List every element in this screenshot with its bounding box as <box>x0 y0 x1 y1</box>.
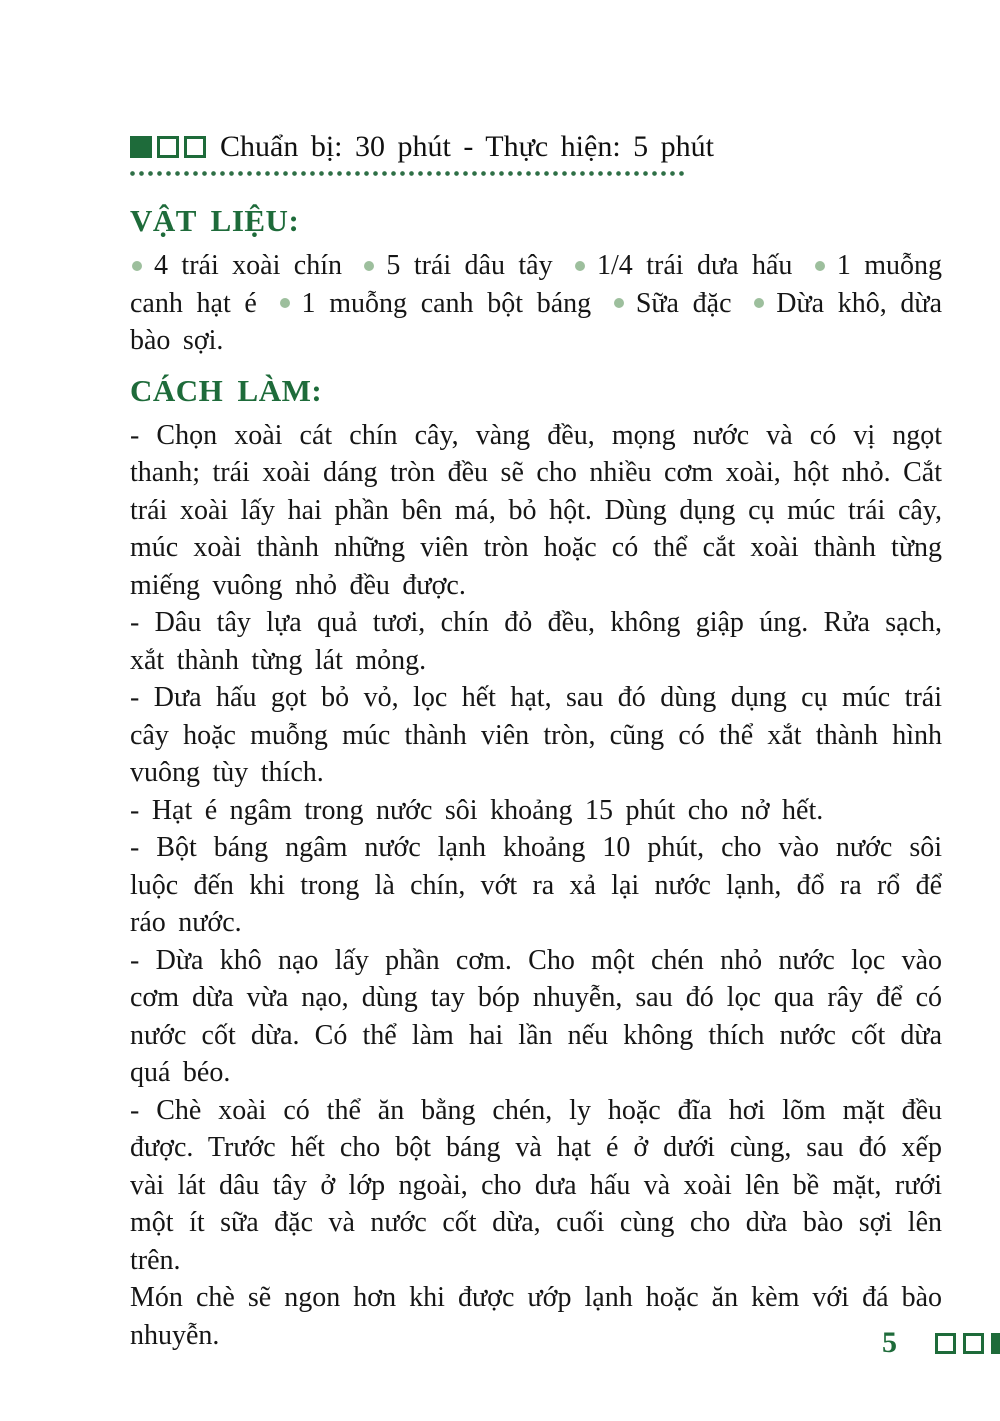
method-step: - Dừa khô nạo lấy phần cơm. Cho một chén nhỏ nước lọc vào cơm dừa vừa nạo, dùng tay bóp nhuyễn, sau đó lọc qua rây để có nước cốt dừa. Có thể làm hai lần nếu không thích nước cốt dừa quá béo. <box>130 944 942 1088</box>
empty-square-icon <box>157 136 179 158</box>
difficulty-squares <box>130 136 206 158</box>
ingredient-item: 1 muỗng canh bột báng <box>301 287 592 319</box>
ingredient-item: Dừa khô, dừa bào sợi. <box>130 287 943 356</box>
method-step: - Chè xoài có thể ăn bằng chén, ly hoặc đĩa hơi lõm mặt đều được. Trước hết cho bột báng và hạt é ở dưới cùng, sau đó xếp vài lát dâu tây ở lớp ngoài, cho dưa hấu và xoài lên bề mặt, rưới một ít sữa đặc và nước cốt dừa, cuối cùng cho dừa bào sợi lên trên. <box>130 1094 942 1276</box>
closing-note: Món chè sẽ ngon hơn khi được ướp lạnh hoặc ăn kèm với đá bào nhuyễn. <box>130 1282 942 1351</box>
empty-square-icon <box>184 136 206 158</box>
prep-time-header <box>130 130 942 164</box>
empty-square-icon <box>935 1333 956 1354</box>
method-step: - Dưa hấu gọt bỏ vỏ, lọc hết hạt, sau đó dùng dụng cụ múc trái cây hoặc muỗng múc thành viên tròn, cũng có thể xắt thành hình vuông tùy thích. <box>130 682 942 788</box>
method-steps <box>130 417 942 1280</box>
ingredient-item: 1 muỗng canh hạt é <box>130 250 943 319</box>
bullet-icon <box>280 298 290 308</box>
page-number: 5 <box>882 1326 897 1359</box>
ingredients-heading: VẬT LIỆU: <box>130 203 300 238</box>
ingredients-list <box>130 247 942 360</box>
method-step: - Chọn xoài cát chín cây, vàng đều, mọng nước và có vị ngọt thanh; trái xoài dáng tròn đều sẽ cho nhiều cơm xoài, hột nhỏ. Cắt trái xoài lấy hai phần bên má, bỏ hột. Dùng dụng cụ múc trái cây, múc xoài thành những viên tròn hoặc có thể cắt xoài thành từng miếng vuông nhỏ đều được. <box>130 419 942 601</box>
bullet-icon <box>614 298 624 308</box>
empty-square-icon <box>963 1333 984 1354</box>
method-heading: CÁCH LÀM: <box>130 372 323 408</box>
method-step: - Hạt é ngâm trong nước sôi khoảng 15 phút cho nở hết. <box>130 794 824 826</box>
prep-time-text: Chuẩn bị: 30 phút - Thực hiện: 5 phút <box>220 130 714 163</box>
ingredient-item: 1/4 trái dưa hấu <box>597 250 793 281</box>
footer-squares <box>935 1333 1000 1354</box>
ingredient-item: 5 trái dâu tây <box>386 250 553 281</box>
bullet-icon <box>132 261 142 271</box>
filled-square-icon <box>991 1333 1000 1354</box>
method-step: - Dâu tây lựa quả tươi, chín đỏ đều, không giập úng. Rửa sạch, xắt thành từng lát mỏng. <box>130 607 942 676</box>
filled-square-icon <box>130 136 152 158</box>
page-content <box>130 130 942 1354</box>
ingredient-item: 4 trái xoài chín <box>154 250 342 281</box>
bullet-icon <box>575 261 585 271</box>
method-step: - Bột báng ngâm nước lạnh khoảng 10 phút, cho vào nước sôi luộc đến khi trong là chín, vớt ra xả lại nước lạnh, đổ ra rổ để ráo nước. <box>130 832 942 938</box>
ingredient-item: Sữa đặc <box>635 287 732 319</box>
bullet-icon <box>754 298 764 308</box>
bullet-icon <box>815 261 825 271</box>
dotted-divider <box>130 171 686 177</box>
bullet-icon <box>364 261 374 271</box>
page-footer <box>882 1326 1000 1360</box>
